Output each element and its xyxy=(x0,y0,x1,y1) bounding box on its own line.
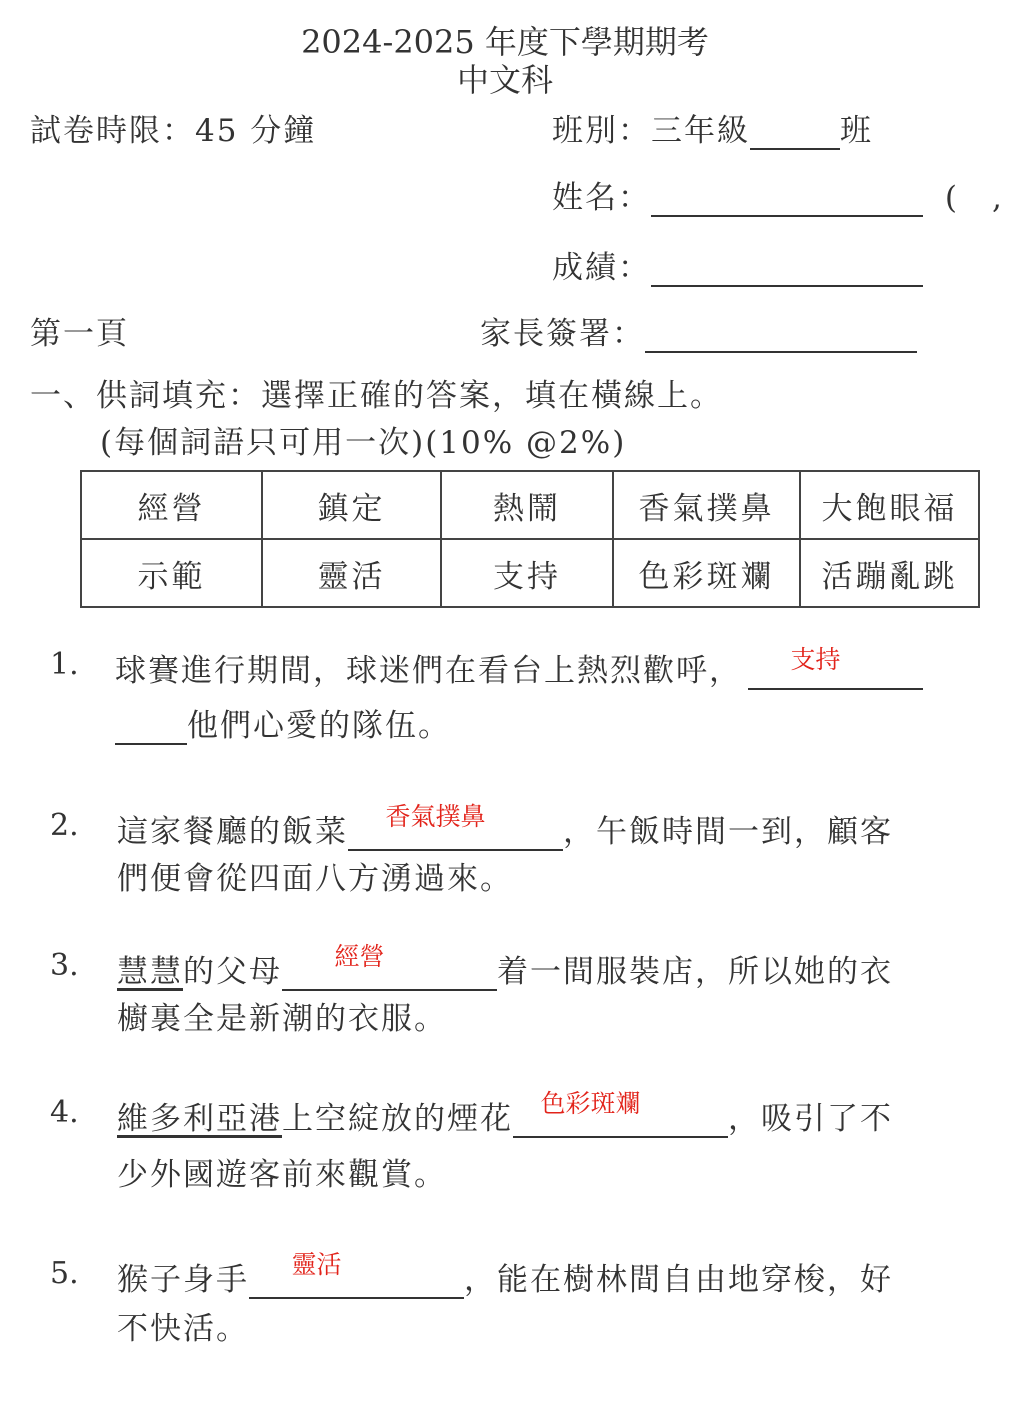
parent-sign-label: 家長簽署： xyxy=(480,316,645,352)
question-5-line-1 xyxy=(117,1251,893,1299)
question-3-line-1 xyxy=(117,943,893,991)
subject-title: 中文科 xyxy=(456,61,553,99)
word-cell: 熱鬧 xyxy=(441,471,613,539)
question-number: 5. xyxy=(50,1256,79,1291)
page-label: 第一頁 xyxy=(30,316,129,352)
question-text: 着一間服裝店，所以她的衣 xyxy=(497,954,893,990)
score-label: 成績： xyxy=(552,250,651,286)
question-1-line-2 xyxy=(115,700,451,745)
name-field xyxy=(552,172,1004,217)
question-4-line-2: 少外國遊客前來觀賞。 xyxy=(117,1157,447,1193)
word-bank-table xyxy=(80,470,980,608)
answer-text: 經營 xyxy=(334,943,385,971)
question-text: 猴子身手 xyxy=(117,1262,249,1298)
question-text: ，吸引了不 xyxy=(728,1101,893,1137)
name-label: 姓名： xyxy=(552,180,651,216)
score-blank[interactable] xyxy=(651,255,923,287)
time-limit: 試卷時限：45 分鐘 xyxy=(30,113,317,149)
question-3-line-2: 櫥裏全是新潮的衣服。 xyxy=(117,1001,447,1037)
table-row xyxy=(81,539,979,607)
parent-sign-blank[interactable] xyxy=(645,321,917,353)
word-cell: 鎮定 xyxy=(262,471,441,539)
question-text: ，能在樹林間自由地穿梭，好 xyxy=(464,1262,893,1298)
word-cell: 活蹦亂跳 xyxy=(800,539,979,607)
table-row xyxy=(81,471,979,539)
question-text: 這家餐廳的飯菜 xyxy=(117,814,348,850)
answer-blank[interactable] xyxy=(282,943,497,991)
word-cell: 經營 xyxy=(81,471,262,539)
answer-text: 靈活 xyxy=(291,1251,342,1279)
question-5-line-2: 不快活。 xyxy=(117,1311,249,1347)
question-text: 的父母 xyxy=(183,954,282,990)
class-number-paren: ( , xyxy=(944,180,1004,216)
word-cell: 示範 xyxy=(81,539,262,607)
word-cell: 支持 xyxy=(441,539,613,607)
question-number: 3. xyxy=(50,948,79,983)
answer-text: 支持 xyxy=(790,646,841,674)
answer-blank[interactable] xyxy=(249,1251,464,1299)
class-field xyxy=(552,105,873,150)
question-text: 球賽進行期間，球迷們在看台上熱烈歡呼， xyxy=(115,653,742,689)
question-text: 上空綻放的煙花 xyxy=(282,1101,513,1137)
question-number: 1. xyxy=(50,647,79,682)
answer-blank[interactable] xyxy=(348,803,563,851)
word-cell: 靈活 xyxy=(262,539,441,607)
name-blank[interactable] xyxy=(651,185,923,217)
question-1-line-1 xyxy=(115,645,923,690)
question-number: 2. xyxy=(50,808,79,843)
word-cell: 大飽眼福 xyxy=(800,471,979,539)
question-2-line-1 xyxy=(117,803,893,851)
score-field xyxy=(552,242,923,287)
proper-name: 慧慧 xyxy=(117,954,183,990)
question-2-line-2: 們便會從四面八方湧過來。 xyxy=(117,861,513,897)
class-suffix: 班 xyxy=(840,113,873,149)
class-blank[interactable] xyxy=(750,118,840,150)
class-label: 班別：三年級 xyxy=(552,113,750,149)
section-note: (每個詞語只可用一次)(10% @2%) xyxy=(100,425,627,461)
question-number: 4. xyxy=(50,1095,79,1130)
parent-sign-field xyxy=(480,308,917,353)
answer-blank[interactable] xyxy=(748,646,923,690)
question-4-line-1 xyxy=(117,1090,893,1138)
question-text: 他們心愛的隊伍。 xyxy=(187,708,451,744)
word-cell: 色彩斑斕 xyxy=(613,539,800,607)
answer-blank[interactable] xyxy=(513,1090,728,1138)
section-heading: 一、供詞填充：選擇正確的答案，填在橫線上。 xyxy=(30,378,723,414)
answer-text: 色彩斑斕 xyxy=(540,1090,641,1118)
word-cell: 香氣撲鼻 xyxy=(613,471,800,539)
answer-text: 香氣撲鼻 xyxy=(385,803,486,831)
exam-title: 2024-2025 年度下學期期考 xyxy=(301,23,709,61)
answer-blank-continued[interactable] xyxy=(115,713,187,745)
proper-name: 維多利亞港 xyxy=(117,1101,282,1137)
question-text: ，午飯時間一到，顧客 xyxy=(563,814,893,850)
